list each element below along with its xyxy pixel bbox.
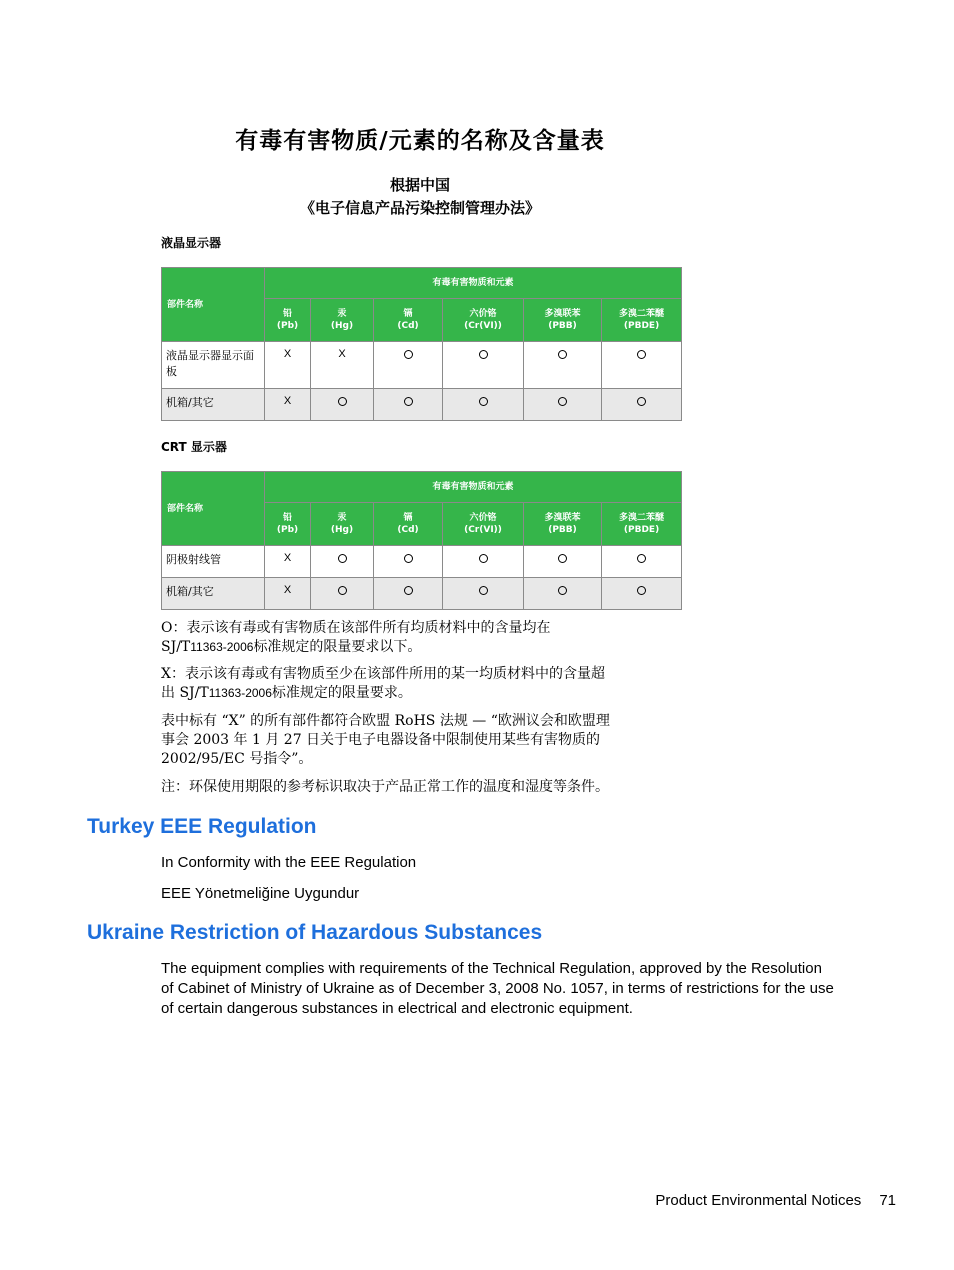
compliant-mark-icon xyxy=(637,554,646,563)
substance-header-cd: 镉 (Cd) xyxy=(374,299,443,342)
compliant-mark-icon xyxy=(558,554,567,563)
value-cell xyxy=(374,342,443,389)
value-cell xyxy=(602,578,682,610)
lcd-category-label: 液晶显示器 xyxy=(161,236,222,250)
row-label: 机箱/其它 xyxy=(162,578,265,610)
compliant-mark-icon xyxy=(338,397,347,406)
substance-header-pbde: 多溴二苯醚 (PBDE) xyxy=(602,503,682,546)
table-row xyxy=(162,389,682,421)
compliant-mark-icon xyxy=(338,586,347,595)
compliant-mark-icon xyxy=(637,350,646,359)
crt-substance-table xyxy=(161,471,682,610)
compliant-mark-icon xyxy=(479,554,488,563)
compliant-mark-icon xyxy=(404,586,413,595)
value-cell xyxy=(524,578,602,610)
substance-group-header: 有毒有害物质和元素 xyxy=(265,472,682,503)
substance-header-cr6: 六价铬 (Cr(VI)) xyxy=(443,503,524,546)
ukraine-paragraph: The equipment complies with requirements of the Technical Regulation, approved by the Resolution of Cabinet of Ministry of Ukraine as of December 3, 2008 No. 1057, in terms of restrictions for the use of certain dangerous substances in electrical and electronic equipment. xyxy=(161,960,834,1017)
value-cell xyxy=(374,578,443,610)
table-row xyxy=(162,578,682,610)
turkey-line-2: EEE Yönetmeliğine Uygundur xyxy=(161,885,360,902)
value-cell xyxy=(524,546,602,578)
value-cell xyxy=(374,546,443,578)
row-label: 液晶显示器显示面板 xyxy=(162,342,265,389)
value-cell xyxy=(374,389,443,421)
page-footer xyxy=(655,1192,896,1209)
substance-header-pb: 铅 (Pb) xyxy=(265,503,311,546)
compliant-mark-icon xyxy=(637,397,646,406)
table-row xyxy=(162,342,682,389)
compliant-mark-icon xyxy=(338,554,347,563)
value-cell: X xyxy=(265,389,311,421)
value-cell xyxy=(602,546,682,578)
compliant-mark-icon xyxy=(479,350,488,359)
compliant-mark-icon xyxy=(479,397,488,406)
value-cell xyxy=(311,546,374,578)
substance-header-hg: 汞 (Hg) xyxy=(311,503,374,546)
substance-header-cr6: 六价铬 (Cr(VI)) xyxy=(443,299,524,342)
compliant-mark-icon xyxy=(637,586,646,595)
crt-category-label: CRT 显示器 xyxy=(161,440,227,454)
value-cell xyxy=(524,342,602,389)
value-cell xyxy=(443,389,524,421)
value-cell xyxy=(311,389,374,421)
substance-header-hg: 汞 (Hg) xyxy=(311,299,374,342)
value-cell xyxy=(524,389,602,421)
value-cell: X xyxy=(311,342,374,389)
value-cell xyxy=(443,342,524,389)
footer-section-title: Product Environmental Notices xyxy=(655,1192,862,1209)
substance-group-header: 有毒有害物质和元素 xyxy=(265,268,682,299)
part-name-header: 部件名称 xyxy=(162,472,265,546)
table-row xyxy=(162,546,682,578)
note-environment-period: 注：环保使用期限的参考标识取决于产品正常工作的温度和湿度等条件。 xyxy=(161,779,609,795)
value-cell: X xyxy=(265,578,311,610)
turkey-line-1: In Conformity with the EEE Regulation xyxy=(161,854,417,871)
compliant-mark-icon xyxy=(558,350,567,359)
value-cell xyxy=(602,342,682,389)
substance-header-pb: 铅 (Pb) xyxy=(265,299,311,342)
note-rohs: 表中标有 “X” 的所有部件都符合欧盟 RoHS 法规 — “欧洲议会和欧盟理 事会 2003 年 1 月 27 日关于电子电器设备中限制使用某些有害物质的 2002/95/EC 号指令”。 xyxy=(161,713,610,767)
compliant-mark-icon xyxy=(404,397,413,406)
lcd-substance-table xyxy=(161,267,682,421)
value-cell: X xyxy=(265,546,311,578)
cn-subtitle-1: 根据中国 xyxy=(389,176,450,194)
compliant-mark-icon xyxy=(404,554,413,563)
substance-header-cd: 镉 (Cd) xyxy=(374,503,443,546)
value-cell xyxy=(311,578,374,610)
compliant-mark-icon xyxy=(558,586,567,595)
page-number: 71 xyxy=(879,1192,896,1209)
row-label: 阴极射线管 xyxy=(162,546,265,578)
row-label: 机箱/其它 xyxy=(162,389,265,421)
cn-subtitle-2: 《电子信息产品污染控制管理办法》 xyxy=(299,199,540,217)
substance-header-pbde: 多溴二苯醚 (PBDE) xyxy=(602,299,682,342)
value-cell xyxy=(443,578,524,610)
turkey-heading: Turkey EEE Regulation xyxy=(87,815,317,838)
compliant-mark-icon xyxy=(479,586,488,595)
note-x-meaning: X：表示该有毒或有害物质至少在该部件所用的某一均质材料中的含量超 出 SJ/T11363-2006标准规定的限量要求。 xyxy=(161,666,605,701)
part-name-header: 部件名称 xyxy=(162,268,265,342)
value-cell xyxy=(602,389,682,421)
compliant-mark-icon xyxy=(558,397,567,406)
value-cell: X xyxy=(265,342,311,389)
ukraine-heading: Ukraine Restriction of Hazardous Substances xyxy=(87,921,543,944)
cn-table-title: 有毒有害物质/元素的名称及含量表 xyxy=(235,128,605,154)
substance-header-pbb: 多溴联苯 (PBB) xyxy=(524,503,602,546)
compliant-mark-icon xyxy=(404,350,413,359)
note-o-meaning: O：表示该有毒或有害物质在该部件所有均质材料中的含量均在 SJ/T11363-2006标准规定的限量要求以下。 xyxy=(161,620,551,655)
value-cell xyxy=(443,546,524,578)
substance-header-pbb: 多溴联苯 (PBB) xyxy=(524,299,602,342)
